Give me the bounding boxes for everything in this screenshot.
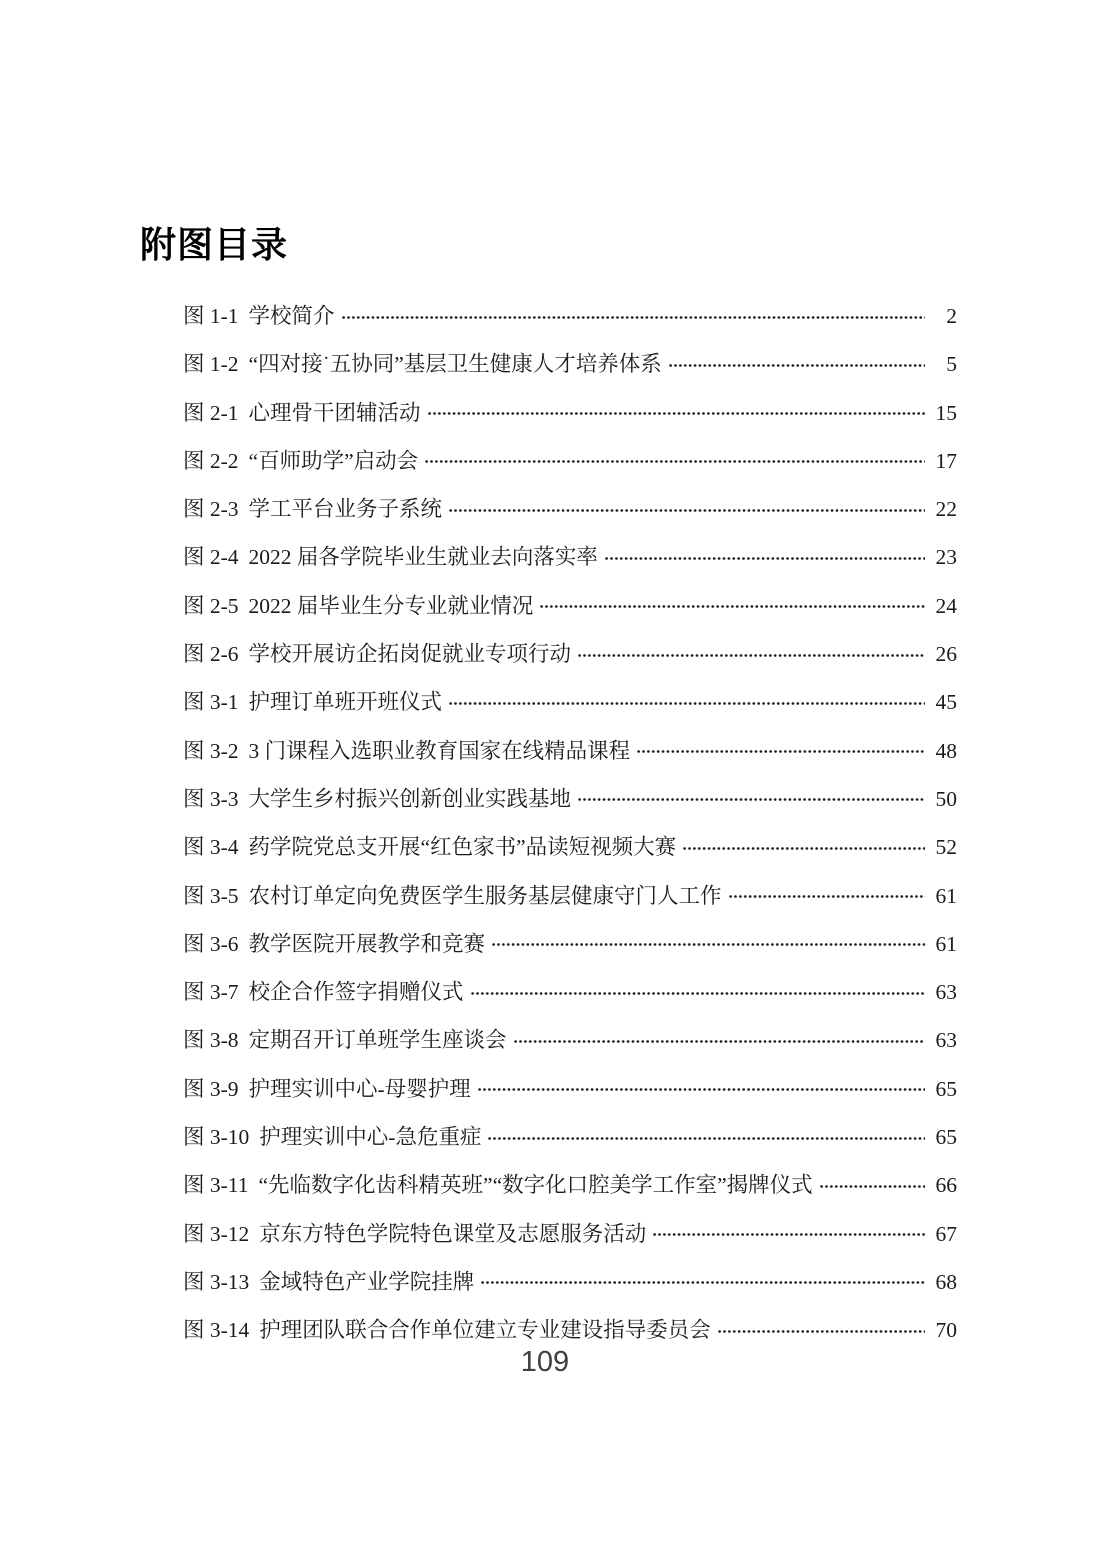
- figure-entry: [183, 481, 957, 529]
- figure-entry: [183, 385, 957, 433]
- figure-title: 心理骨干团辅活动: [248, 400, 421, 425]
- figure-title: 2022 届毕业生分专业就业情况: [248, 593, 534, 618]
- figure-title: 护理实训中心-母婴护理: [248, 1076, 471, 1101]
- dot-leader: [820, 1168, 925, 1205]
- figure-title: 金域特色产业学院挂牌: [259, 1269, 475, 1294]
- figure-label: 图 3-6: [183, 931, 239, 956]
- figure-entry: [183, 336, 957, 384]
- figure-label: 图 3-9: [183, 1076, 239, 1101]
- figure-entry: [183, 1157, 957, 1205]
- dot-leader: [578, 637, 925, 674]
- figure-page-number: 65: [935, 1125, 957, 1150]
- figure-title: 京东方特色学院特色课堂及志愿服务活动: [259, 1221, 647, 1246]
- figure-page-number: 70: [935, 1318, 957, 1343]
- figure-title: 大学生乡村振兴创新创业实践基地: [248, 786, 572, 811]
- footer-page-number: 109: [520, 1346, 570, 1378]
- figure-page-number: 48: [935, 738, 957, 763]
- figure-page-number: 61: [935, 931, 957, 956]
- dot-leader: [481, 1265, 925, 1302]
- figure-title: 学校简介: [248, 304, 335, 328]
- page-title: 附图目录: [140, 224, 289, 266]
- figure-entry: [183, 529, 957, 577]
- figure-page-number: 61: [935, 883, 957, 908]
- dot-leader: [718, 1313, 925, 1350]
- dot-leader: [669, 347, 925, 384]
- dot-leader: [428, 396, 925, 433]
- figure-title: “四对接˙五协同”基层卫生健康人才培养体系: [248, 352, 662, 377]
- figure-title: 护理团队联合合作单位建立专业建设指导委员会: [259, 1318, 711, 1343]
- figure-page-number: 15: [935, 400, 957, 425]
- figure-entry: [183, 674, 957, 722]
- dot-leader: [471, 975, 925, 1012]
- figure-entry: [183, 964, 957, 1012]
- figure-page-number: 26: [935, 642, 957, 667]
- figure-page-number: 45: [935, 690, 957, 715]
- figure-title: 学工平台业务子系统: [248, 497, 443, 522]
- figure-title: 校企合作签字捐赠仪式: [248, 980, 464, 1005]
- figure-title: 护理实训中心-急危重症: [259, 1125, 482, 1150]
- figure-entry: [183, 868, 957, 916]
- figure-title: 护理订单班开班仪式: [248, 690, 443, 715]
- figure-page-number: 22: [935, 497, 957, 522]
- figure-entry: [183, 1061, 957, 1109]
- figure-label: 图 2-1: [183, 400, 239, 425]
- figure-label: 图 3-2: [183, 738, 239, 763]
- dot-leader: [653, 1217, 925, 1254]
- figure-entry: [183, 626, 957, 674]
- figure-title: “先临数字化齿科精英班”“数字化口腔美学工作室”揭牌仪式: [258, 1173, 813, 1198]
- figure-entry: [183, 723, 957, 771]
- figure-entry: [183, 771, 957, 819]
- figure-entry: [183, 916, 957, 964]
- figure-label: 图 3-14: [183, 1318, 250, 1343]
- figure-title: 农村订单定向免费医学生服务基层健康守门人工作: [248, 883, 722, 908]
- dot-leader: [488, 1120, 925, 1157]
- dot-leader: [478, 1072, 925, 1109]
- figure-page-number: 65: [935, 1076, 957, 1101]
- figure-entry: [183, 819, 957, 867]
- figure-page-number: 63: [935, 1028, 957, 1053]
- figure-title: 学校开展访企拓岗促就业专项行动: [248, 642, 572, 667]
- figure-label: 图 3-12: [183, 1221, 250, 1246]
- figure-label: 图 2-3: [183, 497, 239, 522]
- figure-label: 图 2-4: [183, 545, 239, 570]
- figure-page-number: 52: [935, 835, 957, 860]
- dot-leader: [637, 734, 925, 771]
- figure-page-number: 2: [946, 304, 957, 328]
- figure-label: 图 3-13: [183, 1269, 250, 1294]
- figure-page-number: 17: [935, 448, 957, 473]
- dot-leader: [540, 589, 925, 626]
- figure-entry: [183, 1302, 957, 1350]
- figure-label: 图 2-6: [183, 642, 239, 667]
- dot-leader: [729, 879, 925, 916]
- figure-title: 药学院党总支开展“红色家书”品读短视频大赛: [248, 835, 677, 860]
- dot-leader: [514, 1023, 925, 1060]
- figure-page-number: 66: [935, 1173, 957, 1198]
- figure-title: 定期召开订单班学生座谈会: [248, 1028, 507, 1053]
- figure-title: 2022 届各学院毕业生就业去向落实率: [248, 545, 598, 570]
- dot-leader: [605, 540, 925, 577]
- figure-label: 图 3-3: [183, 786, 239, 811]
- figure-title: “百师助学”启动会: [248, 448, 419, 473]
- figure-label: 图 3-5: [183, 883, 239, 908]
- figure-entry: [183, 1254, 957, 1302]
- figure-page-number: 5: [946, 352, 957, 377]
- figure-label: 图 2-5: [183, 593, 239, 618]
- dot-leader: [342, 299, 925, 336]
- figure-page-number: 50: [935, 786, 957, 811]
- figure-page-number: 24: [935, 593, 957, 618]
- figure-page-number: 23: [935, 545, 957, 570]
- figure-entry: [183, 288, 957, 336]
- figure-page-number: 63: [935, 980, 957, 1005]
- figure-label: 图 1-1: [183, 304, 239, 328]
- figure-label: 图 3-4: [183, 835, 239, 860]
- figure-label: 图 3-7: [183, 980, 239, 1005]
- figure-list: [183, 288, 957, 1351]
- figure-label: 图 3-8: [183, 1028, 239, 1053]
- figure-entry: [183, 433, 957, 481]
- figure-page-number: 68: [935, 1269, 957, 1294]
- figure-label: 图 1-2: [183, 352, 239, 377]
- dot-leader: [578, 782, 925, 819]
- dot-leader: [449, 685, 925, 722]
- figure-label: 图 3-10: [183, 1125, 250, 1150]
- dot-leader: [683, 830, 925, 867]
- dot-leader: [449, 492, 925, 529]
- figure-label: 图 3-1: [183, 690, 239, 715]
- figure-entry: [183, 1206, 957, 1254]
- figure-entry: [183, 1012, 957, 1060]
- figure-label: 图 2-2: [183, 448, 239, 473]
- figure-title: 教学医院开展教学和竞赛: [248, 931, 486, 956]
- figure-entry: [183, 1109, 957, 1157]
- figure-page-number: 67: [935, 1221, 957, 1246]
- dot-leader: [425, 444, 925, 481]
- dot-leader: [492, 927, 925, 964]
- figure-title: 3 门课程入选职业教育国家在线精品课程: [248, 738, 631, 763]
- figure-label: 图 3-11: [183, 1173, 249, 1198]
- figure-entry: [183, 578, 957, 626]
